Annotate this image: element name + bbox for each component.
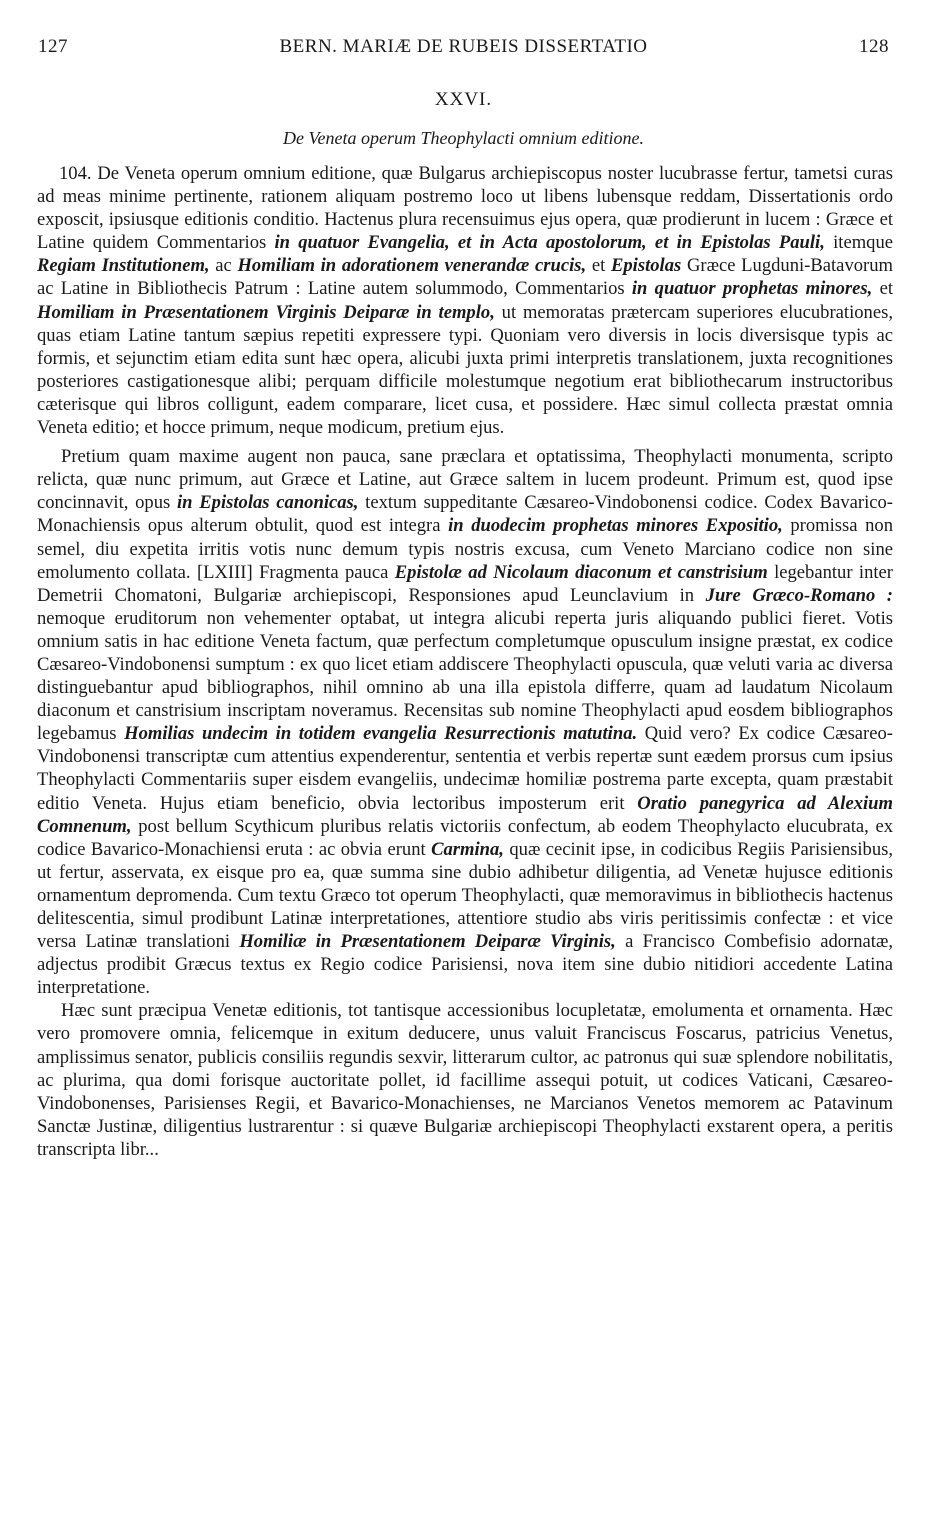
text-run: Græce Lugduni-Batavorum ac Latine in Bibliothecis Patrum : Latine autem solummodo, Commentarios <box>37 255 893 300</box>
italic-title: Oratio panegyrica ad Alexium Comnenum, <box>37 792 893 837</box>
running-head <box>38 36 889 60</box>
page-number-right: 128 <box>859 36 889 57</box>
italic-title: in Epistolas canonicas, <box>177 492 359 514</box>
italic-title: Jure Græco-Romano : <box>705 584 893 606</box>
paragraph-3 <box>37 999 893 1161</box>
italic-title: in duodecim prophetas minores Expositio, <box>448 515 783 537</box>
italic-title: Homiliæ in Præsentationem Deiparæ Virginis, <box>239 931 616 953</box>
text-run: nemoque eruditorum non vehementer optabat, ut integra alicubi reperta juris aliquando publici fieret. Votis omnium satis in hac editione Veneta factum, quæ perfectum completumque opusculum insigne præstat, ex codice Cæsareo-Vindobonensi sumptum : ex quo licet etiam addiscere Theophylacti opuscula, quæ veluti varia ac diversa distinguebantur apud bibliographos, nihil omnino ab una illa epistola differre, quam ad laudatum Nicolaum diaconum et canstrisium inscriptam noveramus. Recensitas sub nomine Theophylacti apud eosdem bibliographos legebamus <box>37 607 893 745</box>
text-run: Quid vero? Ex codice Cæsareo-Vindobonensi transcriptæ cum attentius expenderentur, sententia et verbis repertæ sunt eædem prorsus cum ipsius Theophylacti Commentariis super eisdem evangeliis, undecimæ homiliæ postrema parte excepta, quam præstabit editio Veneta. Hujus etiam beneficio, obvia lectoribus imposterum erit <box>37 723 893 814</box>
section-number: XXVI. <box>434 89 493 110</box>
text-run: a Francisco Combefisio adornatæ, adjectus prodibit Græcus textus ex Regio codice Parisiensi, nova item sine dubio nitidiori accedente Latina interpretatione. <box>37 931 893 999</box>
text-run: et <box>872 278 893 300</box>
paragraph-number: 104. <box>59 163 92 184</box>
text-run: legebantur inter Demetrii Chomatoni, Bulgariæ archiepiscopi, Responsiones apud Leunclavium in <box>37 561 894 606</box>
italic-title: Epistolas <box>610 255 682 277</box>
italic-title: Homilias undecim in totidem evangelia Resurrectionis matutina. <box>124 723 638 745</box>
text-run: Pretium quam maxime augent non pauca, sane præclara et optatissima, Theophylacti monumenta, scripto relicta, quæ nunc primum, aut Græce et Latine, aut Græce saltem in lucem prodeunt. Primum est, quod ipse concinnavit, opus <box>37 446 893 514</box>
page-number-left: 127 <box>38 36 68 57</box>
italic-title: Epistolæ ad Nicolaum diaconum et canstrisium <box>394 561 768 583</box>
text-run: textum suppeditante Cæsareo-Vindobonensi codice. Codex Bavarico-Monachiensis opus alterum obtulit, quod est integra <box>37 492 893 537</box>
text-run: quæ cecinit ipse, in codicibus Regiis Parisiensibus, ut fertur, asservata, ex eisque pro ea, quæ summa sine dubio adhibetur diligentia, ad Venetæ hujusce editionis ornamentum depromenda. Cum textu Græco tot operum Theophylacti, quæ memoravimus in bibliothecis hactenus delitescentia, simul prodibunt Latinæ interpretationes, attentiore studio abs viris peritissimis confectæ : et vice versa Latinæ translationi <box>37 838 893 953</box>
text-run: ac <box>209 255 238 277</box>
italic-title: Carmina, <box>431 838 504 860</box>
running-title: BERN. MARIÆ DE RUBEIS DISSERTATIO <box>279 36 648 57</box>
italic-title: Regiam Institutionem, <box>37 255 210 277</box>
text-run: et <box>586 255 611 277</box>
italic-title: in quatuor prophetas minores, <box>631 278 873 300</box>
paragraph-2 <box>37 445 893 999</box>
text-run: promissa non semel, diu expetita irritis votis nunc demum typis nostris excusa, cum Veneto Marciano codice non sine emolumento collata. [LXIII] Fragmenta pauca <box>37 515 894 583</box>
text-run: ut memoratas prætercam superiores elucubrationes, quas etiam Latine tantum sæpius repetiti expressere typi. Quoniam vero diversis in locis diversisque typis ac formis, et sejunctim etiam edita sunt hæc opera, alicubi juxta primi interpretis translationem, juxta recognitiones posteriores castigationesque alibi; perquam difficile molestumque negotium erat bibliothecarum instructoribus cæterisque qui libros colligunt, eadem comparare, licet cusa, et possidere. Hæc simul collecta præstat omnia Veneta editio; et hocce primum, neque modicum, pretium ejus. <box>37 301 893 439</box>
text-run: De Veneta operum omnium editione, quæ Bulgarus archiepiscopus noster lucubrasse fertur, tametsi curas ad meas minime pertinente, rationem aliquam postremo loco ut libens lubensque reddam, Dissertationis ordo exposcit, ipsiusque editionis conditio. Hactenus plura recensuimus ejus opera, quæ prodierunt in lucem : Græce et Latine quidem Commentarios <box>37 163 893 254</box>
paragraph-1 <box>37 162 893 439</box>
text-run: itemque <box>824 232 894 254</box>
section-title: De Veneta operum Theophylacti omnium editione. <box>283 128 644 148</box>
body-text <box>37 162 893 1161</box>
italic-title: in quatuor Evangelia, et in Acta apostolorum, et in Epistolas Pauli, <box>274 232 825 254</box>
text-run: post bellum Scythicum pluribus relatis victoriis confectum, ab eodem Theophylacto elucubrata, ex codice Bavarico-Monachiensi eruta : ac obvia erunt <box>37 815 893 860</box>
italic-title: Homiliam in Præsentationem Virginis Deiparæ in templo, <box>37 301 495 323</box>
text-run: Hæc sunt præcipua Venetæ editionis, tot tantisque accessionibus locupletatæ, emolumenta et ornamenta. Hæc vero promovere omnia, felicemque in exitum deducere, unus valuit Franciscus Foscarus, patricius Venetus, amplissimus senator, publicis consiliis regundis sexvir, litterarum cultor, ac patronus qui suæ splendore nobilitatis, ac plurima, qua domi forisque auctoritate pollet, id facillime assequi potuit, ut codices Vaticani, Cæsareo-Vindobonenses, Parisienses Regii, et Bavarico-Monachienses, ne Marcianos Venetos memorem ac Patavinum Sanctæ Justinæ, diligentius lustrarentur : si quæve Bulgariæ archiepiscopi Theophylacti exstarent opera, a peritis transcripta libr... <box>37 1000 893 1160</box>
italic-title: Homiliam in adorationem venerandæ crucis, <box>237 255 587 277</box>
